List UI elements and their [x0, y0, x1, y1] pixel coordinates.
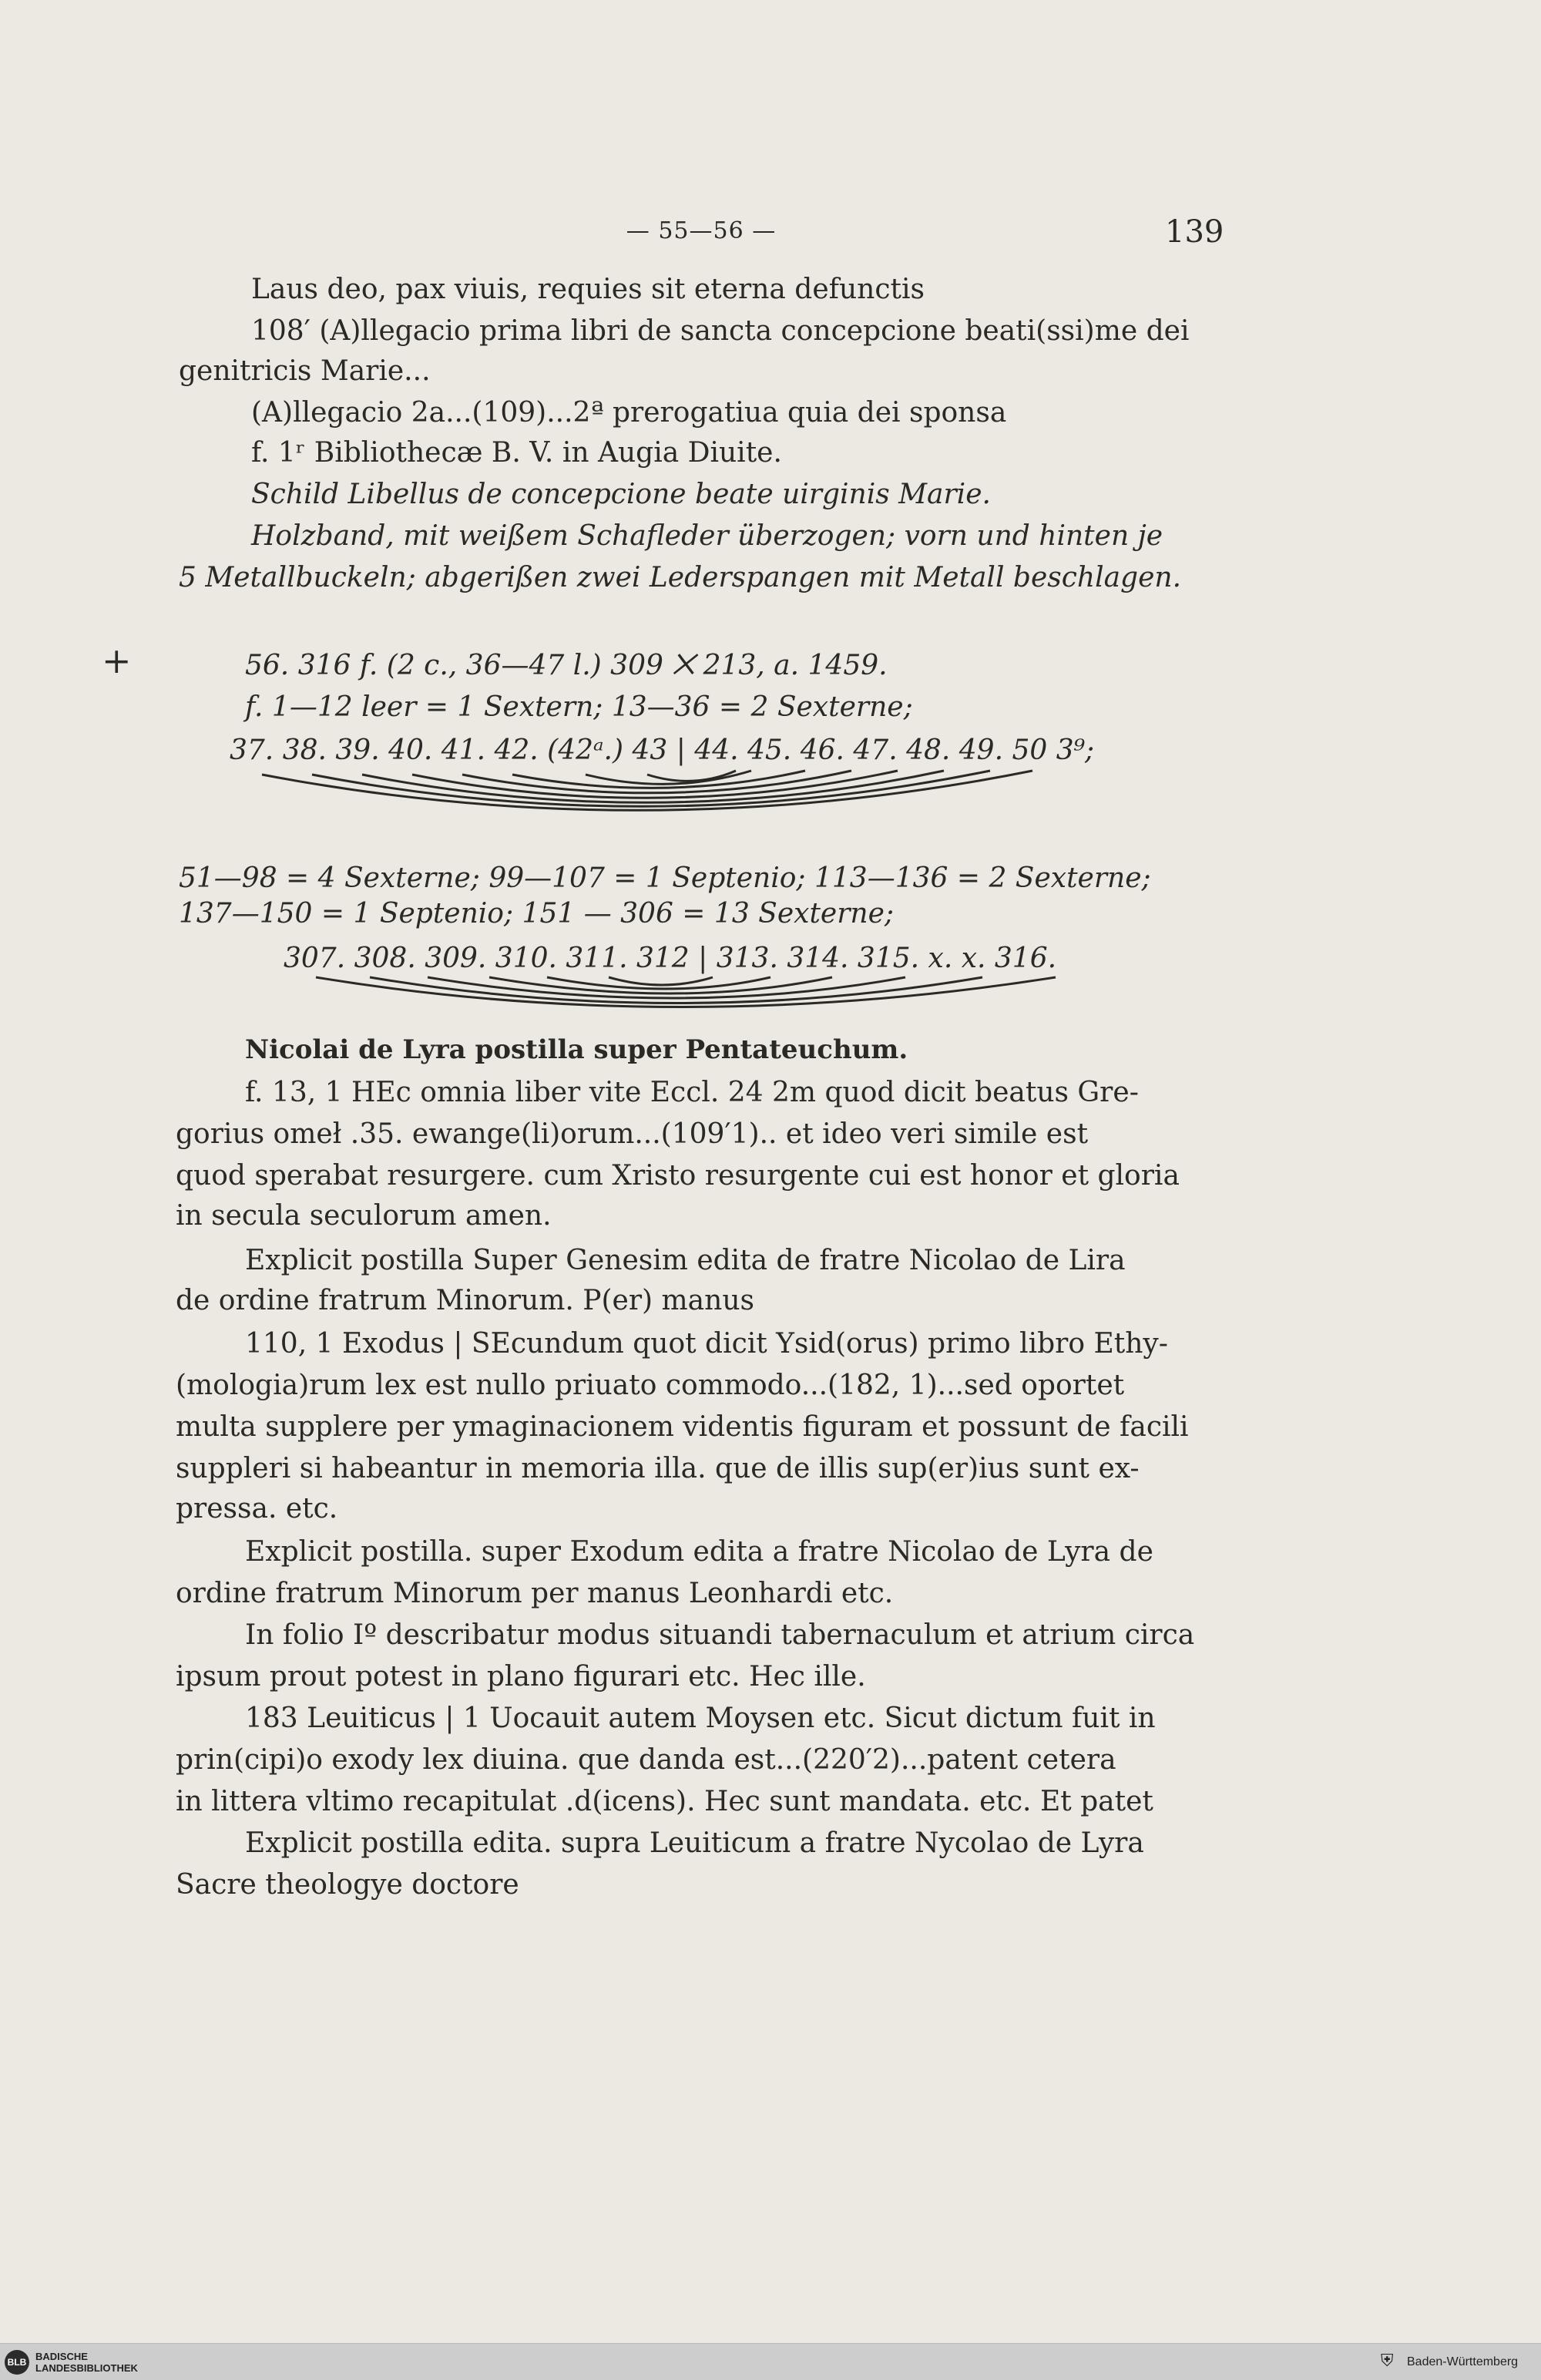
text-line: 5 Metallbuckeln; abgerißen zwei Lederspangen mit Metall beschlagen. [179, 562, 1182, 593]
text-line: 108′ (A)llegacio prima libri de sancta concepcione beati(ssi)me dei [251, 315, 1190, 347]
text-line: ipsum prout potest in plano figurari etc. Hec ille. [176, 1661, 866, 1693]
text-line: f. 13, 1 HEc omnia liber vite Eccl. 24 2m quod dicit beatus Gre- [245, 1077, 1139, 1108]
running-head: — 55—56 — [626, 217, 777, 244]
page-number: 139 [1165, 214, 1224, 250]
text-line: quod sperabat resurgere. cum Xristo resurgente cui est honor et gloria [176, 1160, 1180, 1192]
margin-plus-mark: + [102, 640, 132, 681]
text-line: (A)llegacio 2a...(109)...2ª prerogatiua quia dei sponsa [251, 397, 1007, 429]
blb-text-line-2: LANDESBIBLIOTHEK [35, 2362, 138, 2374]
blb-text-line-1: BADISCHE [35, 2351, 88, 2362]
text-line: multa supplere per ymaginacionem videntis figuram et possunt de facili [176, 1411, 1189, 1443]
quire-numbers-line: 307. 308. 309. 310. 311. 312 | 313. 314. 315. x. x. 316. [284, 943, 1057, 974]
baden-wuerttemberg-logo-text[interactable]: Baden-Württemberg [1407, 2355, 1519, 2368]
viewer-footer-bar [0, 2343, 1541, 2380]
text-line: Explicit postilla. super Exodum edita a fratre Nicolao de Lyra de [245, 1536, 1153, 1568]
text-line: Holzband, mit weißem Schafleder überzogen; vorn und hinten je [251, 520, 1163, 552]
text-line: in secula seculorum amen. [176, 1200, 552, 1232]
text-line: de ordine fratrum Minorum. P(er) manus [176, 1285, 754, 1316]
entry-heading-56: 56. 316 f. (2 c., 36—47 l.) 309 ⨉ 213, a. 1459. [245, 650, 888, 681]
text-line: 110, 1 Exodus | SEcundum quot dicit Ysid(orus) primo libro Ethy- [245, 1328, 1168, 1360]
text-line: In folio Iº describatur modus situandi tabernaculum et atrium circa [245, 1619, 1195, 1651]
text-line: gorius omeł .35. ewange(li)orum...(109′1).. et ideo veri simile est [176, 1118, 1089, 1150]
baden-wuerttemberg-crest-icon[interactable]: ⛨ [1381, 2351, 1394, 2371]
text-line: 183 Leuiticus | 1 Uocauit autem Moysen etc. Sicut dictum fuit in [245, 1703, 1156, 1734]
text-line: Laus deo, pax viuis, requies sit eterna defunctis [251, 274, 925, 305]
text-line: f. 1ʳ Bibliothecæ B. V. in Augia Diuite. [251, 437, 782, 469]
blb-logo-text[interactable] [35, 2351, 138, 2374]
text-line: Explicit postilla Super Genesim edita de fratre Nicolao de Lira [245, 1245, 1126, 1276]
blb-logo-icon[interactable]: BLB [5, 2350, 29, 2375]
text-line: genitricis Marie... [179, 355, 431, 387]
section-title: Nicolai de Lyra postilla super Pentateuchum. [245, 1034, 908, 1065]
text-line: Sacre theologye doctore [176, 1869, 519, 1901]
text-line: ordine fratrum Minorum per manus Leonhardi etc. [176, 1578, 894, 1609]
text-line: prin(cipi)o exody lex diuina. que danda est...(220′2)...patent cetera [176, 1744, 1116, 1776]
text-line: Explicit postilla edita. supra Leuiticum a fratre Nycolao de Lyra [245, 1827, 1144, 1859]
quire-numbers-line: 37. 38. 39. 40. 41. 42. (42ᵃ.) 43 | 44. 45. 46. 47. 48. 49. 50 3⁹; [230, 735, 1095, 766]
text-line: in littera vltimo recapitulat .d(icens). Hec sunt mandata. etc. Et patet [176, 1786, 1153, 1817]
text-line: Schild Libellus de concepcione beate uirginis Marie. [251, 479, 991, 510]
text-line: suppleri si habeantur in memoria illa. que de illis sup(er)ius sunt ex- [176, 1453, 1140, 1484]
text-line: f. 1—12 leer = 1 Sextern; 13—36 = 2 Sexterne; [245, 691, 913, 723]
text-line: pressa. etc. [176, 1493, 338, 1524]
text-line: 137—150 = 1 Septenio; 151 — 306 = 13 Sexterne; [179, 898, 895, 929]
text-line: 51—98 = 4 Sexterne; 99—107 = 1 Septenio; 113—136 = 2 Sexterne; [179, 862, 1151, 894]
text-line: (mologia)rum lex est nullo priuato commodo...(182, 1)...sed oportet [176, 1370, 1125, 1401]
